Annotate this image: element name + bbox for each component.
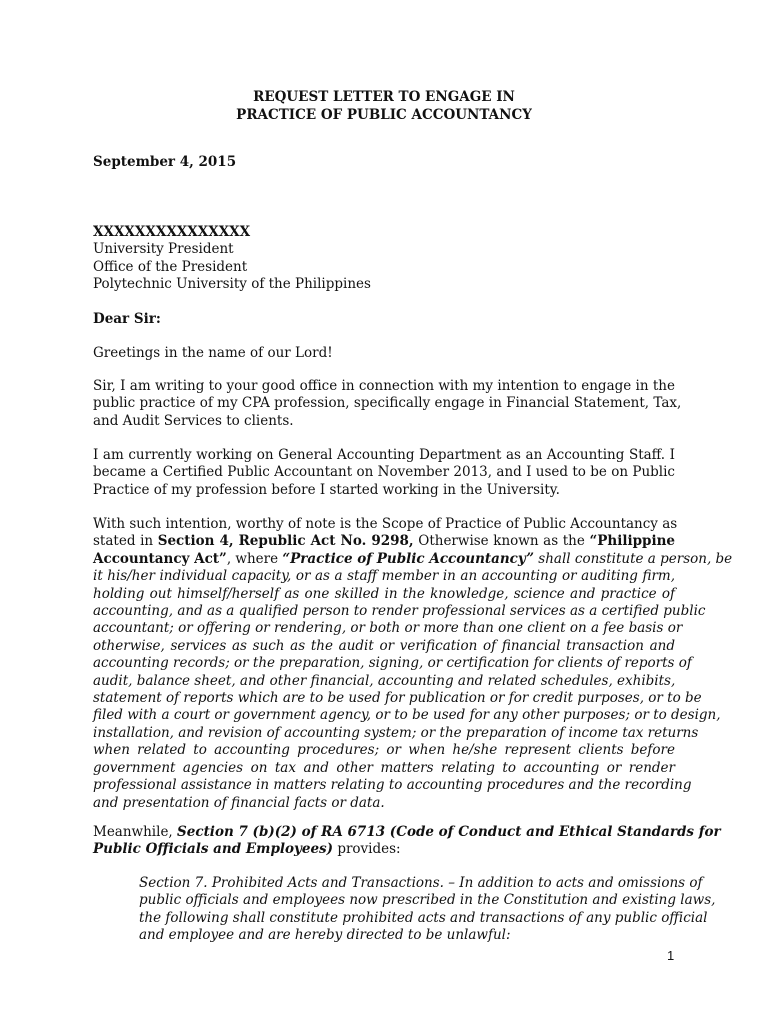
recipient-position: University President [93, 241, 234, 258]
document-title [0, 88, 768, 124]
quote-line: the following shall constitute prohibited acts and transactions of any public official [139, 909, 708, 926]
paragraph-line: Accountancy Act”, where “Practice of Public Accountancy” shall constitute a person, be [93, 550, 733, 567]
quoted-section-7 [139, 875, 716, 945]
recipient-name: XXXXXXXXXXXXXXX [93, 224, 251, 240]
paragraph-background [93, 447, 675, 499]
title-line-1: REQUEST LETTER TO ENGAGE IN [253, 89, 515, 105]
quote-line: Section 7. Prohibited Acts and Transactions. – In addition to acts and omissions of [139, 875, 703, 891]
paragraph-line: otherwise, services as such as the audit or verification of financial transaction and [93, 637, 675, 654]
paragraph-line: when related to accounting procedures; or when he/she represent clients before [93, 742, 675, 759]
paragraph-line: With such intention, worthy of note is the Scope of Practice of Public Accountancy as [93, 516, 678, 532]
page-number: 1 [667, 948, 675, 963]
paragraph-line: and presentation of financial facts or data. [93, 794, 385, 811]
recipient-office: Office of the President [93, 258, 248, 275]
law-citation: Section 4, Republic Act No. 9298, [157, 533, 414, 550]
paragraph-line: audit, balance sheet, and other financial, accounting and related schedules, exhibits, [93, 672, 676, 689]
letter-date: September 4, 2015 [93, 154, 237, 170]
paragraph-line: professional assistance in matters relating to accounting procedures and the recording [93, 777, 692, 794]
recipient-institution: Polytechnic University of the Philippines [93, 276, 371, 293]
paragraph-line: it his/her individual capacity, or as a staff member in an accounting or auditing firm, [93, 568, 675, 585]
paragraph-ra6713 [93, 824, 721, 859]
paragraph-line: accountant; or offering or rendering, or both or more than one client on a fee basis or [93, 620, 683, 637]
paragraph-line: accounting, and as a qualified person to render professional services as a certified public [93, 603, 706, 620]
paragraph-scope [93, 516, 733, 812]
paragraph-line: stated in Section 4, Republic Act No. 9298, Otherwise known as the “Philippine [93, 533, 675, 550]
ra6713-citation-end: Public Officials and Employees) [93, 841, 334, 858]
paragraph-line: installation, and revision of accounting system; or the preparation of income tax returns [93, 724, 699, 741]
paragraph-intention [93, 378, 682, 430]
paragraph-line: public practice of my CPA profession, specifically engage in Financial Statement, Tax, [93, 395, 682, 412]
paragraph-line: Meanwhile, Section 7 (b)(2) of RA 6713 (Code of Conduct and Ethical Standards for [93, 824, 721, 840]
paragraph-line: government agencies on tax and other matters relating to accounting or render [93, 759, 675, 776]
paragraph-line: I am currently working on General Accounting Department as an Accounting Staff. I [93, 447, 675, 463]
paragraph-line: filed with a court or government agency, or to be used for any other purposes; or to design, [93, 707, 721, 724]
paragraph-line: and Audit Services to clients. [93, 412, 294, 429]
salutation: Dear Sir: [93, 311, 161, 327]
act-name-start: “Philippine [589, 533, 675, 550]
act-name-end: Accountancy Act” [93, 550, 227, 567]
paragraph-line: Practice of my profession before I started working in the University. [93, 481, 560, 498]
title-line-2: PRACTICE OF PUBLIC ACCOUNTANCY [236, 107, 532, 123]
quote-line: public officials and employees now prescribed in the Constitution and existing laws, [139, 892, 716, 909]
quote-line: and employee and are hereby directed to be unlawful: [139, 927, 511, 944]
paragraph-line: statement of reports which are to be used for publication or for credit purposes, or to be [93, 690, 702, 707]
ra6713-citation: Section 7 (b)(2) of RA 6713 (Code of Conduct and Ethical Standards for [177, 824, 721, 840]
paragraph-line: holding out himself/herself as one skilled in the knowledge, science and practice of [93, 585, 675, 602]
recipient-block [93, 224, 675, 294]
paragraph-line: accounting records; or the preparation, signing, or certification for clients of reports of [93, 655, 692, 672]
paragraph-line: Sir, I am writing to your good office in connection with my intention to engage in the [93, 378, 675, 394]
greeting: Greetings in the name of our Lord! [93, 345, 333, 361]
defined-term: “Practice of Public Accountancy” [282, 550, 535, 567]
paragraph-line: became a Certified Public Accountant on November 2013, and I used to be on Public [93, 464, 675, 481]
paragraph-line: Public Officials and Employees) provides: [93, 841, 401, 858]
